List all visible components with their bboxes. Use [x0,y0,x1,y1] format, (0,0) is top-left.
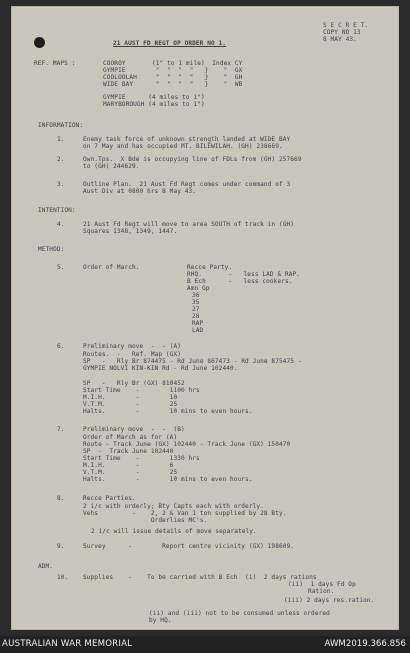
para-number: 6. [57,343,65,350]
section-information: INFORMATION: [38,122,84,129]
march-item: LAD [192,327,204,334]
para-text: Start Time - 1100 hrs [83,387,200,394]
document-page [11,6,399,630]
para-text: (ii) and (iii) not to be consumed unless ordered [149,610,330,617]
ref-map-line: MARYBOROUGH (4 miles to 1") [103,101,205,108]
para-text: (iii) 2 days res.ration. [284,597,375,604]
march-item: 27 [192,306,200,313]
para-text: Halts. - 10 mins to even hours. [83,408,253,415]
march-item: Amn Gp [187,285,210,292]
march-item: RAP [192,320,204,327]
copy-number: COPY NO 13 [323,29,361,36]
para-number: 9. [57,543,65,550]
para-text: Survey - Report centre vicinity (GX) 198609. [83,543,295,550]
para-text: (ii) 1 days Fd Op [288,581,356,588]
ref-map-line: GYMPIE (4 miles to 1") [103,94,205,101]
para-number: 8. [57,495,65,502]
section-intention: INTENTION: [38,207,76,214]
para-text: SP - Rly Br 874475 - Rd June 867473 - Rd June 875475 - [83,358,302,365]
archive-id: AWM2019.366.856 [324,639,406,649]
march-item: B Ech - less cookers. [187,278,293,285]
order-title: 21 AUST FD REGT OP ORDER NO 1. [113,40,227,47]
para-text: Orderlies MC's. [83,517,208,524]
para-number: 3. [57,181,65,188]
para-number: 2. [57,156,65,163]
para-number: 5. [57,264,65,271]
march-item: Recce Party. [187,264,233,271]
para-text: Route - Track June (GX) 102440 - Track June (GX) 150470 [83,441,291,448]
para-text: Routes. - Ref. Map (GX) [83,351,181,358]
para-number: 10. [57,574,69,581]
archive-name: AUSTRALIAN WAR MEMORIAL [2,639,133,649]
ref-map-line: COOLOOLAH " " " " } " GH [103,74,243,81]
para-text: Enemy task force of unknown strength landed at WIDE BAY [83,136,291,143]
para-text: Supplies - To be carried with B Ech (i) 2 days rations [83,574,317,581]
para-text: to (GH) 244629. [83,163,140,170]
march-item: 36 [192,292,200,299]
para-text: SP - Track June 102440 [83,448,174,455]
section-method: METHOD: [38,246,65,253]
march-item: 35 [192,299,200,306]
para-text: Vehs - 2, 2 & Van 1 ton supplied by 28 Bty. [83,510,287,517]
para-text: 2 i/c with orderly; Bty Capts each with orderly. [83,503,264,510]
para-text: Recce Parties. [83,495,136,502]
para-text: M.I.H. - 10 [83,394,178,401]
para-text: V.T.M. - 25 [83,401,178,408]
order-date: 8 MAY 43. [323,36,357,43]
secret-mark: S E C R E T. [323,22,369,29]
para-text: Own.Tps. X Bde is occupying line of FDLs from (GH) 257669 [83,156,302,163]
para-text: Aust Div at 0800 hrs 8 May 43. [83,188,197,195]
para-text: Squares 1348, 1349, 1447. [83,228,178,235]
para-text: GYMPIE NOLVI KIN-KIN Rd - Rd June 102440. [83,365,238,372]
para-number: 7. [57,426,65,433]
para-text: by HQ. [149,617,172,624]
march-item: RHQ. - less LAD & RAP. [187,271,301,278]
para-text: Order of March as for (A) [83,434,178,441]
para-text: Halts. - 10 mins to even hours. [83,476,253,483]
ref-map-line: WIDE BAY " " " " } " WB [103,81,243,88]
para-text: Outline Plan. 21 Aust Fd Regt comes under command of 3 [83,181,291,188]
para-text: 2 i/c will issue details of move separately. [91,528,257,535]
ref-maps-label: REF. MAPS : [34,60,76,67]
para-text: Ration. [308,588,335,595]
para-text: Start Time - 1330 hrs [83,455,200,462]
punch-hole [34,37,45,48]
para-text: Preliminary move - - (B) [83,426,185,433]
para-text: on 7 May and has occupied MT. BILEWILAH. (GH) 238669. [83,143,283,150]
ref-map-line: GYMPIE " " " " } " GX [103,67,243,74]
para-text: Order of March. [83,264,140,271]
para-text: V.T.M. - 25 [83,469,178,476]
para-text: SP - Rly Br (GX) 810452 [83,380,185,387]
section-adm: ADM. [38,563,54,570]
para-number: 1. [57,136,65,143]
para-text: M.I.H. - 6 [83,462,174,469]
para-number: 4. [57,221,65,228]
ref-map-line: COOROY (1" to 1 mile) Index CY [103,60,243,67]
archive-footer [0,636,410,653]
para-text: Preliminary move - - (A) [83,343,181,350]
march-item: 28 [192,313,200,320]
para-text: 21 Aust Fd Regt will move to area SOUTH of track in (GH) [83,221,295,228]
